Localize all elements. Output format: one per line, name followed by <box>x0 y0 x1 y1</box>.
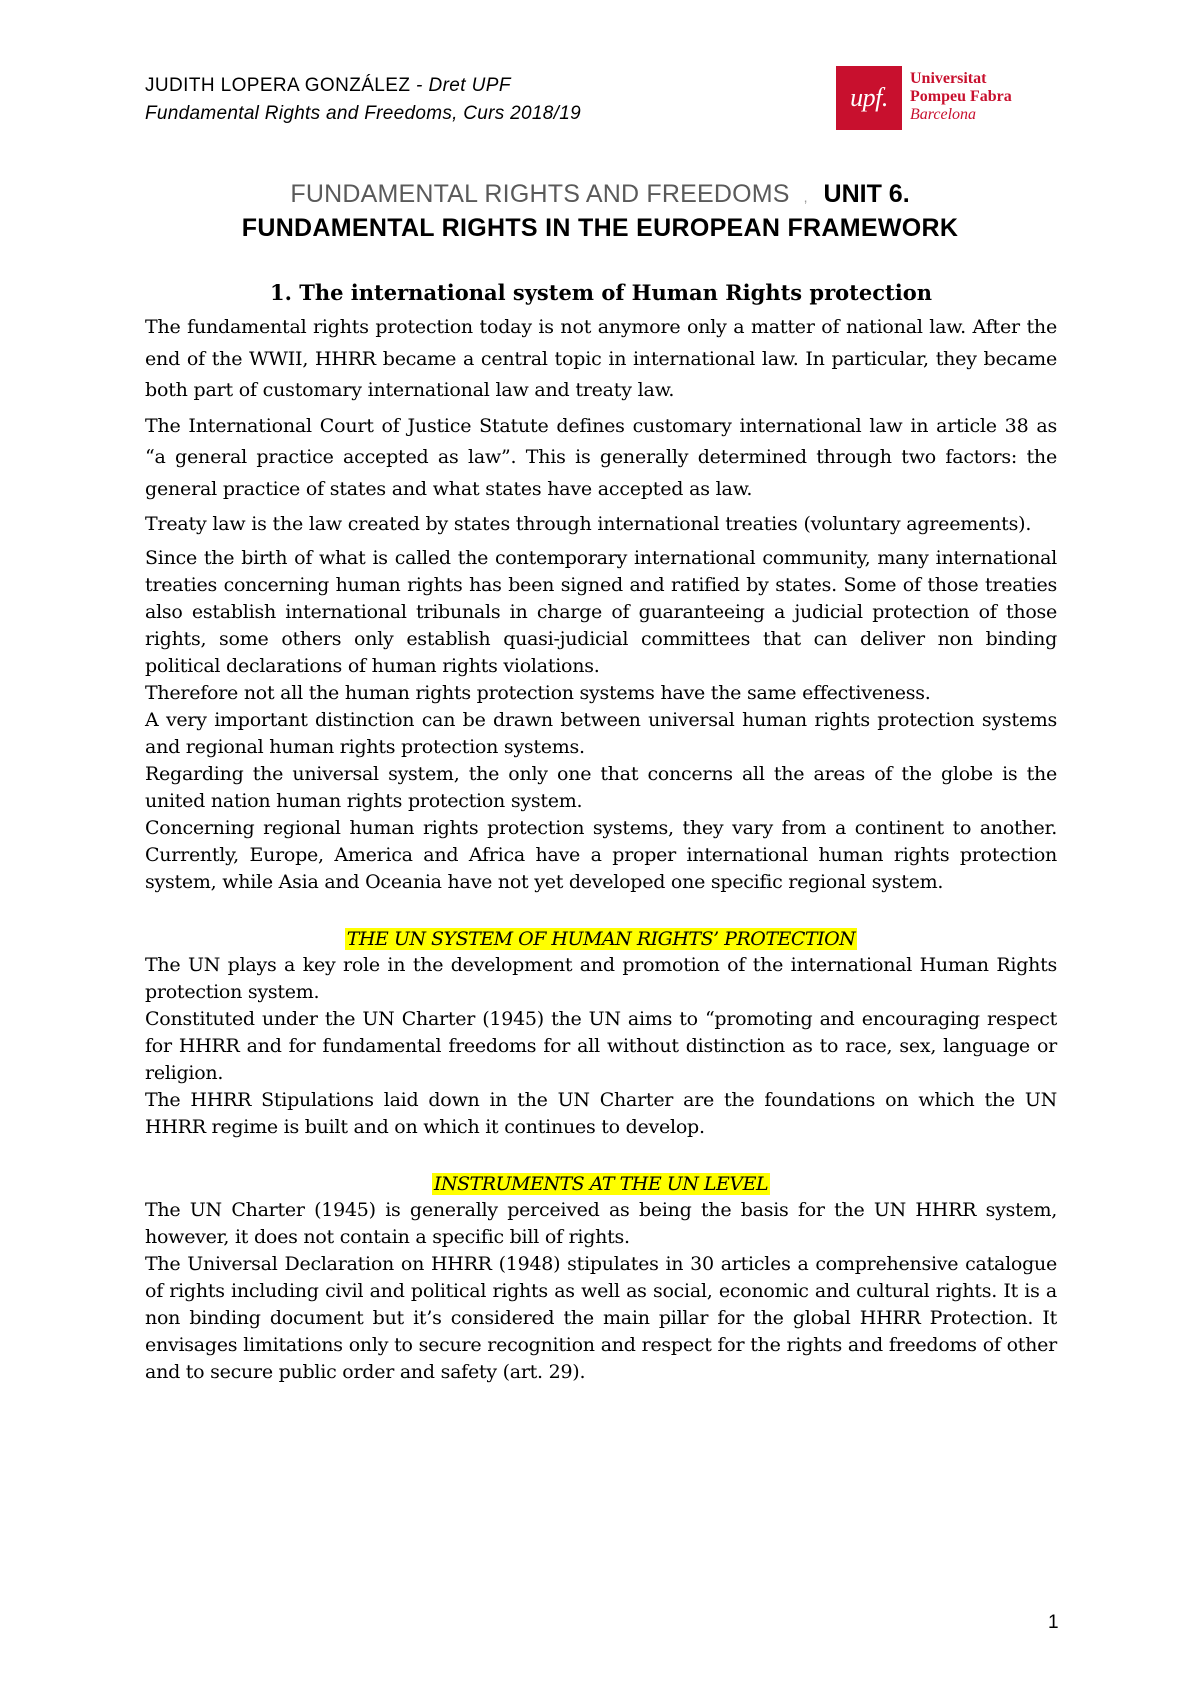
logo-line-barcelona: Barcelona <box>910 106 977 123</box>
paragraph: The UN Charter (1945) is generally perceived as being the basis for the UN HHRR system, however, it does not contain a specific bill of rights. <box>145 1198 1057 1248</box>
unit-heading: FUNDAMENTAL RIGHTS IN THE EUROPEAN FRAMEWORK <box>241 214 959 242</box>
instruments-heading: INSTRUMENTS AT THE UN LEVEL <box>433 1172 769 1195</box>
un-system-heading: THE UN SYSTEM OF HUMAN RIGHTS’ PROTECTION <box>346 927 856 950</box>
paragraph: Since the birth of what is called the contemporary international community, many international treaties concerning human rights has been signed and ratified by states. Some of those treaties also establish international tribunals in charge of guaranteeing a judicial protection of those rights, some others only establish quasi-judicial committees that can deliver non binding political declarations of human rights violations. <box>145 546 1057 677</box>
document-body <box>145 304 1057 1386</box>
logo-line-universitat: Universitat <box>910 70 987 87</box>
course-name: Fundamental Rights and Freedoms, Curs 2018/19 <box>145 103 581 124</box>
paragraph: The International Court of Justice Statute defines customary international law in article 38 as “a general practice accepted as law”. This is generally determined through two factors: the general practice of states and what states have accepted as law. <box>145 414 1057 500</box>
unit-label: UNIT 6. <box>823 180 910 208</box>
highlighted-heading <box>145 926 1057 952</box>
section-heading: 1. The international system of Human Rights protection <box>270 280 932 305</box>
paragraph: Treaty law is the law created by states through international treaties (voluntary agreements). <box>145 513 1032 535</box>
paragraph: The HHRR Stipulations laid down in the UN Charter are the foundations on which the UN HHRR regime is built and on which it continues to develop. <box>145 1088 1057 1138</box>
university-logo <box>836 66 1056 132</box>
document-title <box>0 178 1200 213</box>
paragraph: Regarding the universal system, the only one that concerns all the areas of the globe is the united nation human rights protection system. <box>145 762 1057 812</box>
paragraph: The UN plays a key role in the development and promotion of the international Human Rights protection system. <box>145 953 1057 1003</box>
subject-title: FUNDAMENTAL RIGHTS AND FREEDOMS <box>290 180 790 208</box>
logo-line-pompeu-fabra: Pompeu Fabra <box>910 88 1012 105</box>
title-separator: , <box>803 189 808 205</box>
paragraph: A very important distinction can be drawn between universal human rights protection systems and regional human rights protection systems. <box>145 708 1057 758</box>
upf-logo-mark: upf. <box>836 66 902 130</box>
page-number: 1 <box>1048 1612 1059 1633</box>
paragraph: Therefore not all the human rights protection systems have the same effectiveness. <box>145 681 931 704</box>
paragraph: The fundamental rights protection today is not anymore only a matter of national law. After the end of the WWII, HHRR became a central topic in international law. In particular, they became both part of customary international law and treaty law. <box>145 316 1057 401</box>
author-affiliation: - Dret UPF <box>416 75 511 96</box>
author-name: JUDITH LOPERA GONZÁLEZ <box>145 75 411 96</box>
page-header <box>145 72 845 128</box>
paragraph: The Universal Declaration on HHRR (1948) stipulates in 30 articles a comprehensive catalogue of rights including civil and political rights as well as social, economic and cultural rights. It is a non binding document but it’s considered the main pillar for the global HHRR Protection. It envisages limitations only to secure recognition and respect for the rights and freedoms of other and to secure public order and safety (art. 29). <box>145 1252 1057 1383</box>
paragraph: Concerning regional human rights protection systems, they vary from a continent to another. Currently, Europe, America and Africa have a proper international human rights protection system, while Asia and Oceania have not yet developed one specific regional system. <box>145 816 1057 893</box>
paragraph: Constituted under the UN Charter (1945) the UN aims to “promoting and encouraging respect for HHRR and for fundamental freedoms for all without distinction as to race, sex, language or religion. <box>145 1007 1057 1084</box>
highlighted-heading <box>145 1171 1057 1197</box>
